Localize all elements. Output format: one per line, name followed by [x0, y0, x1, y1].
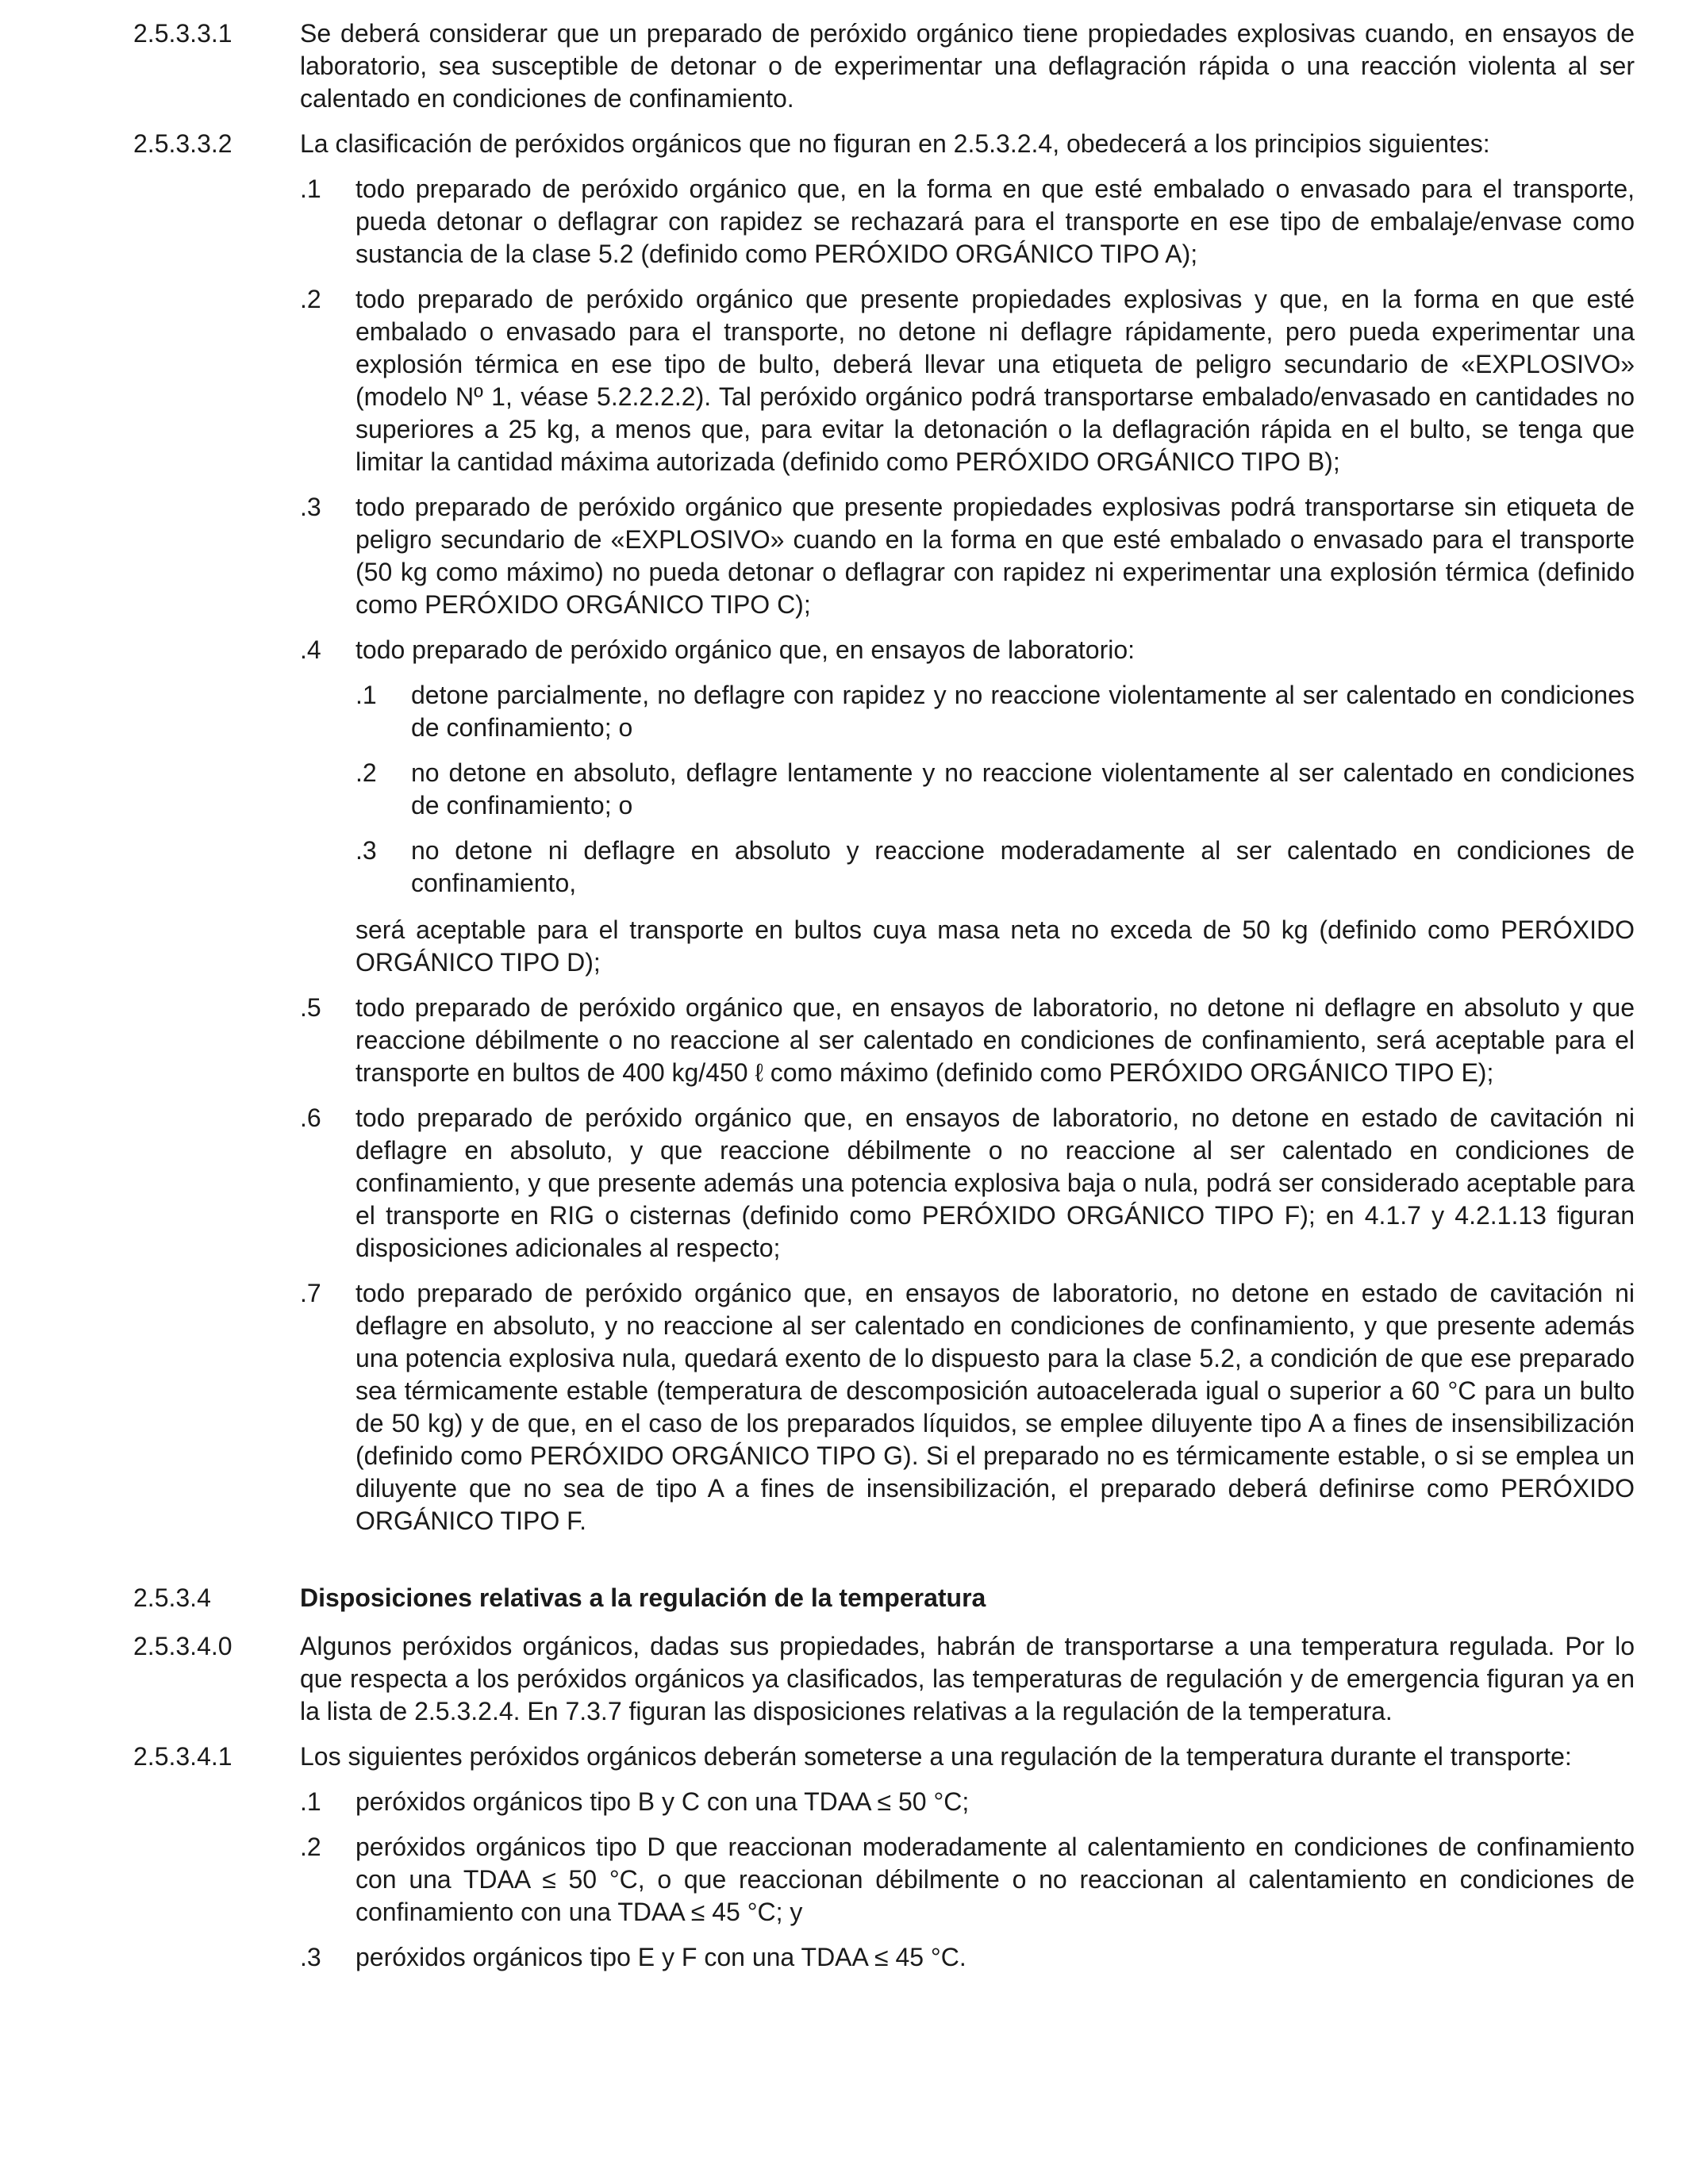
list-item-number: .2 [300, 1833, 321, 1861]
section-number: 2.5.3.4.0 [133, 1632, 232, 1660]
list-item-text: peróxidos orgánicos tipo B y C con una TDAA ≤ 50 °C; [355, 1787, 970, 1816]
section-intro: La clasificación de peróxidos orgánicos que no figuran en 2.5.3.2.4, obedecerá a los principios siguientes: [300, 129, 1490, 158]
section-paragraph: Se deberá considerar que un preparado de peróxido orgánico tiene propiedades explosivas cuando, en ensayos de laboratorio, sea susceptible de detonar o de experimentar una deflagración rápida o una reacción violenta al ser calentado en condiciones de confinamiento. [300, 19, 1635, 113]
list-item-text: todo preparado de peróxido orgánico que, en la forma en que esté embalado o envasado para el transporte, pueda detonar o deflagrar con rapidez se rechazará para el transporte en ese tipo de embalaje/envase como sustancia de la clase 5.2 (definido como PERÓXIDO ORGÁNICO TIPO A); [355, 175, 1635, 268]
section-intro: Los siguientes peróxidos orgánicos deberán someterse a una regulación de la temperatura durante el transporte: [300, 1742, 1572, 1771]
list-item-number: .5 [300, 993, 321, 1022]
section-2-5-3-3-1 [133, 17, 1635, 115]
list-item-number: .3 [300, 1943, 321, 1971]
list-item [300, 1277, 1635, 1537]
list-item [300, 1786, 1635, 1818]
sub-list-item [355, 757, 1635, 822]
list-item [300, 992, 1635, 1089]
list-item-text: todo preparado de peróxido orgánico que, en ensayos de laboratorio: [355, 635, 1136, 664]
list-item [300, 283, 1635, 478]
list-item [300, 1831, 1635, 1929]
section-heading: Disposiciones relativas a la regulación de la temperatura [300, 1583, 986, 1612]
section-number: 2.5.3.4 [133, 1583, 211, 1612]
document-page [133, 17, 1635, 1986]
list-item-number: .4 [300, 635, 321, 664]
sub-list-item-number: .2 [355, 758, 377, 787]
list-item-text: todo preparado de peróxido orgánico que presente propiedades explosivas y que, en la forma en que esté embalado o envasado para el transporte, no detone ni deflagre rápidamente, pero pueda experimentar una explosión térmica en ese tipo de bulto, deberá llevar una etiqueta de peligro secundario de «EXPLOSIVO» (modelo Nº 1, véase 5.2.2.2.2). Tal peróxido orgánico podrá transportarse embalado/envasado en cantidades no superiores a 25 kg, a menos que, para evitar la detonación o la deflagración rápida en el bulto, se tenga que limitar la cantidad máxima autorizada (definido como PERÓXIDO ORGÁNICO TIPO B); [355, 285, 1635, 476]
section-2-5-3-4 [133, 1582, 1635, 1614]
sub-list-item-text: no detone en absoluto, deflagre lentamente y no reaccione violentamente al ser calentado en condiciones de confinamiento; o [411, 758, 1635, 819]
section-number: 2.5.3.3.1 [133, 19, 232, 48]
list-item [300, 634, 1635, 979]
sub-list-item-text: detone parcialmente, no deflagre con rapidez y no reaccione violentamente al ser calentado en condiciones de confinamiento; o [411, 681, 1635, 742]
list-item-number: .2 [300, 285, 321, 313]
list-item [300, 491, 1635, 621]
list-item [300, 1102, 1635, 1265]
list-item-text: todo preparado de peróxido orgánico que presente propiedades explosivas podrá transportarse sin etiqueta de peligro secundario de «EXPLOSIVO» cuando en la forma en que esté embalado o envasado para el transporte (50 kg como máximo) no pueda detonar o deflagrar con rapidez ni experimentar una explosión térmica (definido como PERÓXIDO ORGÁNICO TIPO C); [355, 493, 1635, 619]
list-item [300, 173, 1635, 271]
sub-list-item [355, 835, 1635, 900]
sub-list-item-number: .3 [355, 836, 377, 865]
list-item-number: .1 [300, 175, 321, 203]
list-item-text: peróxidos orgánicos tipo E y F con una TDAA ≤ 45 °C. [355, 1943, 966, 1971]
list-item-text: todo preparado de peróxido orgánico que, en ensayos de laboratorio, no detone en estado de cavitación ni deflagre en absoluto, y que reaccione débilmente o no reaccione al ser calentado en condiciones de confinamiento, y que presente además una potencia explosiva baja o nula, podrá ser considerado aceptable para el transporte en RIG o cisternas (definido como PERÓXIDO ORGÁNICO TIPO F); en 4.1.7 y 4.2.1.13 figuran disposiciones adicionales al respecto; [355, 1104, 1635, 1262]
section-2-5-3-4-0 [133, 1630, 1635, 1728]
list-item-number: .7 [300, 1279, 321, 1307]
list-item-number: .1 [300, 1787, 321, 1816]
list-item-text: todo preparado de peróxido orgánico que, en ensayos de laboratorio, no detone en estado de cavitación ni deflagre en absoluto, y no reaccione al ser calentado en condiciones de confinamiento, y que presente además una potencia explosiva nula, quedará exento de lo dispuesto para la clase 5.2, a condición de que ese preparado sea térmicamente estable (temperatura de descomposición autoacelerada igual o superior a 60 °C para un bulto de 50 kg) y de que, en el caso de los preparados líquidos, se emplee diluyente tipo A a fines de insensibilización (definido como PERÓXIDO ORGÁNICO TIPO G). Si el preparado no es térmicamente estable, o si se emplea un diluyente que no sea de tipo A a fines de insensibilización, el preparado deberá definirse como PERÓXIDO ORGÁNICO TIPO F. [355, 1279, 1635, 1535]
section-paragraph: Algunos peróxidos orgánicos, dadas sus propiedades, habrán de transportarse a una temperatura regulada. Por lo que respecta a los peróxidos orgánicos ya clasificados, las temperaturas de regulación y de emergencia figuran ya en la lista de 2.5.3.2.4. En 7.3.7 figuran las disposiciones relativas a la regulación de la temperatura. [300, 1632, 1635, 1725]
sub-list-item-text: no detone ni deflagre en absoluto y reaccione moderadamente al ser calentado en condiciones de confinamiento, [411, 836, 1635, 897]
list-item-conclusion: será aceptable para el transporte en bultos cuya masa neta no exceda de 50 kg (definido como PERÓXIDO ORGÁNICO TIPO D); [355, 915, 1635, 977]
list-item [300, 1941, 1635, 1974]
list-item-number: .3 [300, 493, 321, 521]
section-number: 2.5.3.3.2 [133, 129, 232, 158]
section-2-5-3-4-1 [133, 1741, 1635, 1974]
sub-list-item-number: .1 [355, 681, 377, 709]
list-item-number: .6 [300, 1104, 321, 1132]
section-number: 2.5.3.4.1 [133, 1742, 232, 1771]
list-item-text: todo preparado de peróxido orgánico que, en ensayos de laboratorio, no detone ni deflagre en absoluto y que reaccione débilmente o no reaccione al ser calentado en condiciones de confinamiento, será aceptable para el transporte en bultos de 400 kg/450 ℓ como máximo (definido como PERÓXIDO ORGÁNICO TIPO E); [355, 993, 1635, 1087]
list-item-text: peróxidos orgánicos tipo D que reaccionan moderadamente al calentamiento en condiciones de confinamiento con una TDAA ≤ 50 °C, o que reaccionan débilmente o no reaccionan al calentamiento en condiciones de confinamiento con una TDAA ≤ 45 °C; y [355, 1833, 1635, 1926]
section-2-5-3-3-2 [133, 128, 1635, 1537]
sub-list-item [355, 679, 1635, 744]
